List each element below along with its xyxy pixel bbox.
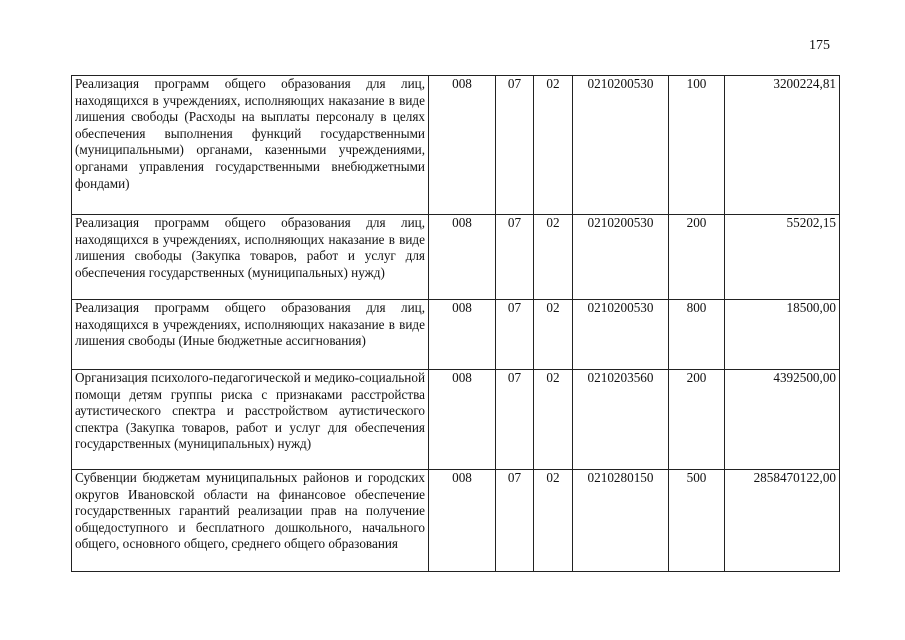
grbs-code: 008 <box>429 215 496 300</box>
table-row <box>72 470 840 572</box>
grbs-code: 008 <box>429 300 496 370</box>
grbs-code: 008 <box>429 370 496 470</box>
table-row <box>72 215 840 300</box>
table-row <box>72 370 840 470</box>
expense-type-code: 200 <box>669 370 725 470</box>
target-article-code: 0210200530 <box>573 76 669 215</box>
target-article-code: 0210200530 <box>573 300 669 370</box>
budget-table <box>71 75 840 572</box>
section-code: 07 <box>496 215 534 300</box>
expense-type-code: 500 <box>669 470 725 572</box>
expense-type-code: 800 <box>669 300 725 370</box>
target-article-code: 0210200530 <box>573 215 669 300</box>
subsection-code: 02 <box>534 300 573 370</box>
section-code: 07 <box>496 76 534 215</box>
subsection-code: 02 <box>534 370 573 470</box>
page-number: 175 <box>809 38 830 53</box>
amount: 3200224,81 <box>725 76 840 215</box>
section-code: 07 <box>496 470 534 572</box>
table-row <box>72 300 840 370</box>
row-description: Реализация программ общего образования для лиц, находящихся в учреждениях, исполняющих наказание в виде лишения свободы (Закупка товаров, работ и услуг для обеспечения государственных (муниципальных) нужд) <box>72 215 429 300</box>
amount: 18500,00 <box>725 300 840 370</box>
row-description: Реализация программ общего образования для лиц, находящихся в учреждениях, исполняющих наказание в виде лишения свободы (Расходы на выплаты персоналу в целях обеспечения выполнения функций государственными (муниципальными) органами, казенными учреждениями, органами управления государственными внебюджетными фондами) <box>72 76 429 215</box>
table-row <box>72 76 840 215</box>
row-description: Реализация программ общего образования для лиц, находящихся в учреждениях, исполняющих наказание в виде лишения свободы (Иные бюджетные ассигнования) <box>72 300 429 370</box>
target-article-code: 0210203560 <box>573 370 669 470</box>
target-article-code: 0210280150 <box>573 470 669 572</box>
subsection-code: 02 <box>534 470 573 572</box>
expense-type-code: 200 <box>669 215 725 300</box>
row-description: Организация психолого-педагогической и медико-социальной помощи детям группы риска с признаками расстройства аутистического спектра и расстройством аутистического спектра (Закупка товаров, работ и услуг для обеспечения государственных (муниципальных) нужд) <box>72 370 429 470</box>
section-code: 07 <box>496 370 534 470</box>
grbs-code: 008 <box>429 470 496 572</box>
row-description: Субвенции бюджетам муниципальных районов и городских округов Ивановской области на финансовое обеспечение государственных гарантий реализации прав на получение общедоступного и бесплатного дошкольного, начального общего, основного общего, среднего общего образования <box>72 470 429 572</box>
amount: 55202,15 <box>725 215 840 300</box>
section-code: 07 <box>496 300 534 370</box>
amount: 4392500,00 <box>725 370 840 470</box>
grbs-code: 008 <box>429 76 496 215</box>
amount: 2858470122,00 <box>725 470 840 572</box>
expense-type-code: 100 <box>669 76 725 215</box>
subsection-code: 02 <box>534 215 573 300</box>
subsection-code: 02 <box>534 76 573 215</box>
